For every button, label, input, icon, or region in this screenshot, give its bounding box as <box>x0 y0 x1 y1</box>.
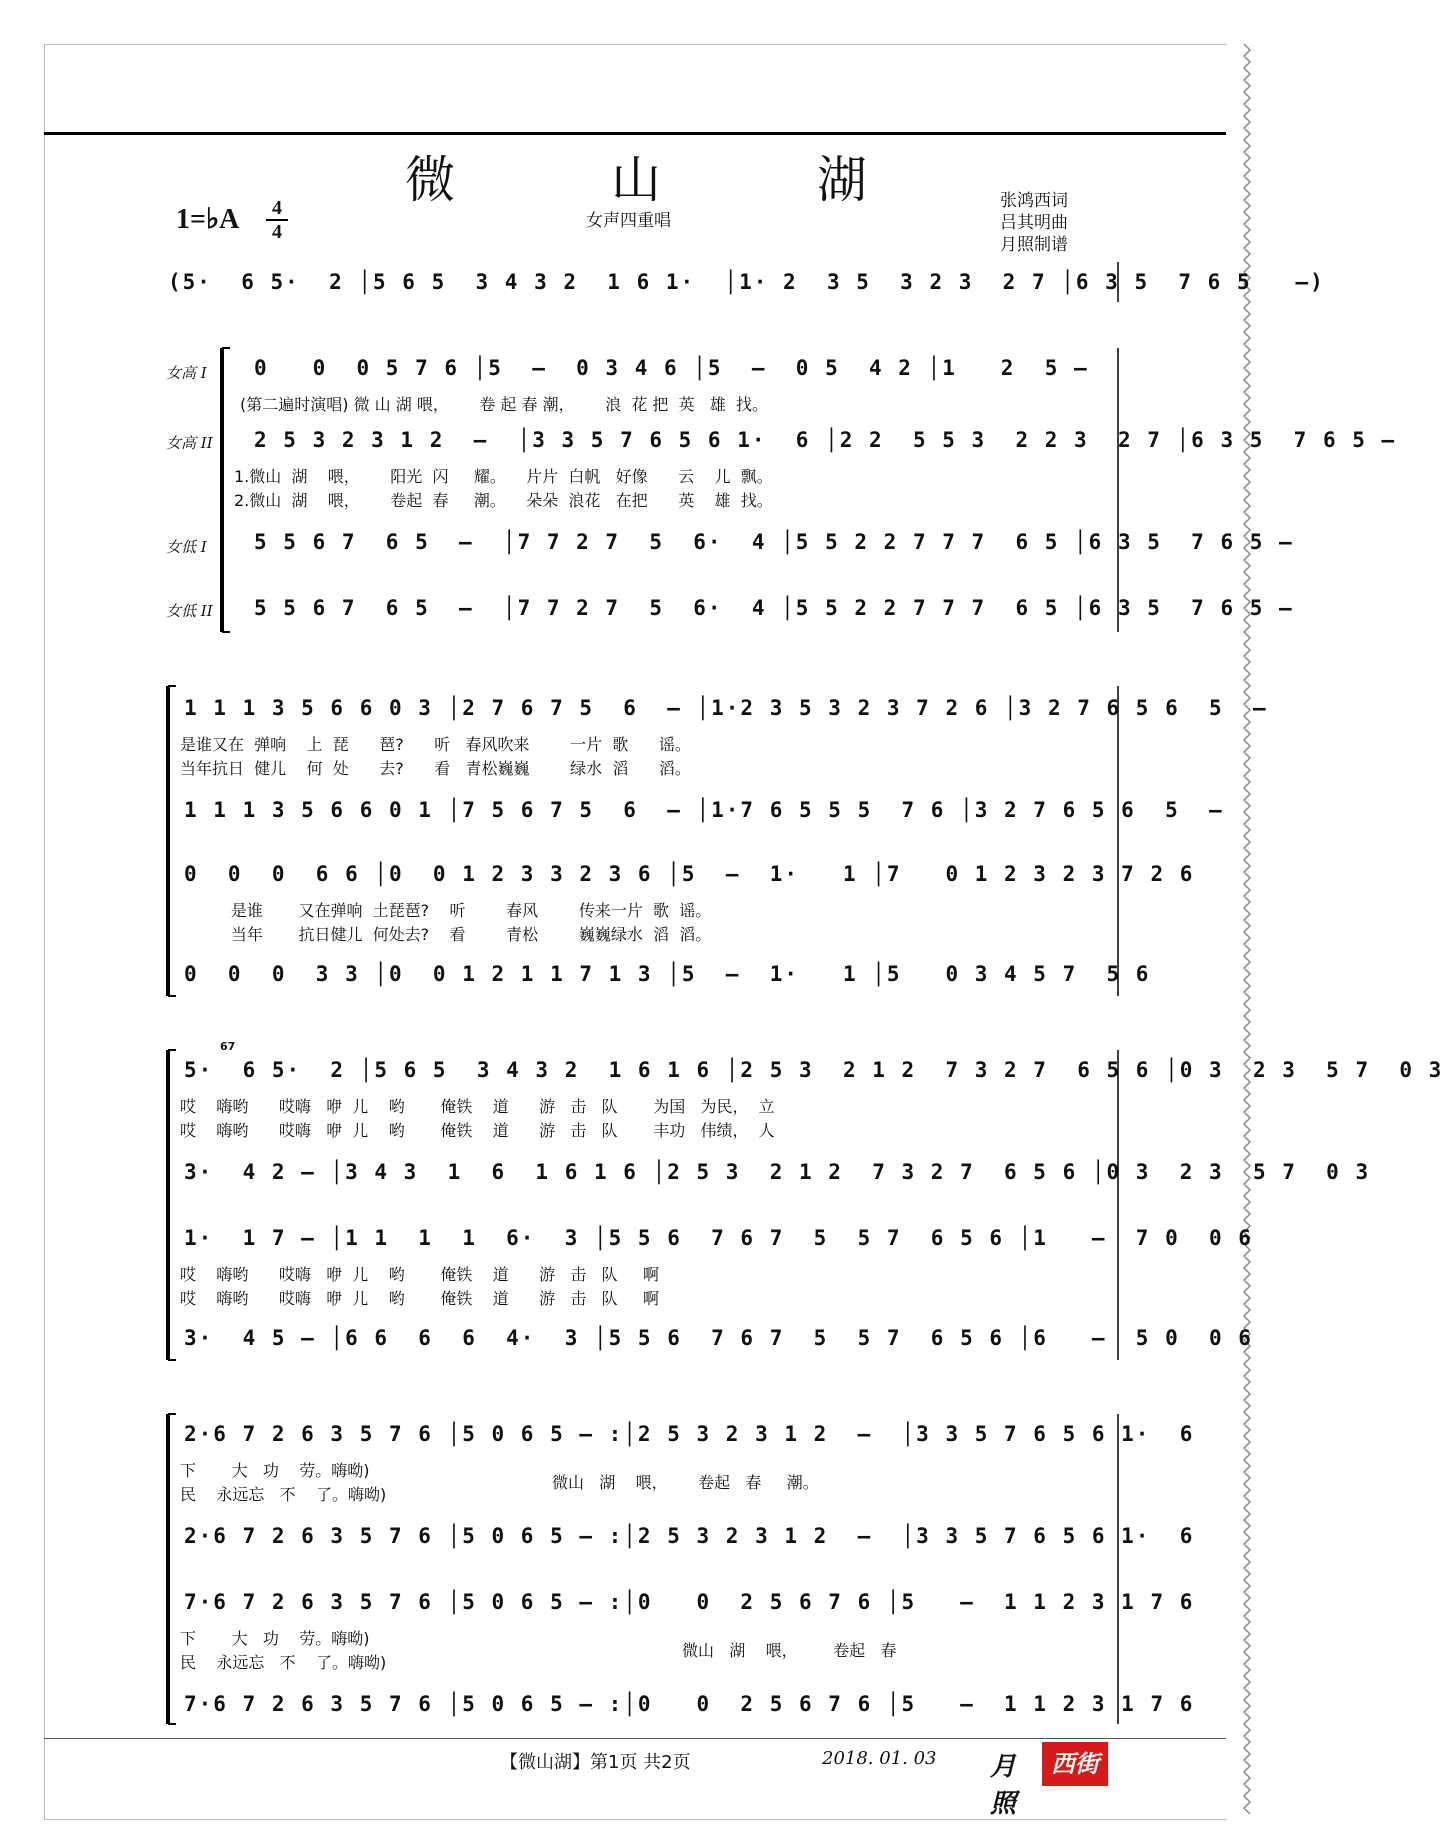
s3-alto-lyric2: 哎 嗨哟 哎嗨 咿 儿 哟 俺铁 道 游 击 队 啊 <box>180 1289 660 1308</box>
time-signature-top: 4 <box>272 197 282 219</box>
intro-line: (5· 6 5· 2 │5 6 5 3 4 3 2 1 6 1· │1· 2 3 5 3 2 3 2 7 │6 3 5 7 6 5 –) <box>168 270 1325 294</box>
s1-soprano1-lyric: (第二遍时演唱) 微 山 湖 喂， 卷 起 春 潮， 浪 花 把 英 雄 找。 <box>240 395 768 414</box>
credit-lyricist: 张鸿西词 <box>1000 191 1068 211</box>
credit-composer: 吕其明曲 <box>1000 213 1068 233</box>
s3-alto-lyric1: 哎 嗨哟 哎嗨 咿 儿 哟 俺铁 道 游 击 队 啊 <box>180 1265 660 1284</box>
subtitle: 女声四重唱 <box>586 211 671 231</box>
key-signature: 1=♭A <box>176 204 240 235</box>
song-title: 微 山 湖 <box>405 151 937 209</box>
s2-alto-lyric2: 当年 抗日健儿 何处去? 看 青松 巍巍绿水 滔 滔。 <box>180 925 712 944</box>
s2-alto-lyric1: 是谁 又在弹响 土琵琶? 听 春风 传来一片 歌 谣。 <box>180 901 712 920</box>
s4-alto-lyric1: 下 大 功 劳。嗨呦) <box>180 1629 370 1648</box>
s1-alto2-notes: 5 5 6 7 6 5 – │7 7 2 7 5 6· 4 │5 5 2 2 7 7 7 6 5 │6 3 5 7 6 5 – <box>254 596 1294 620</box>
s1-alto1-notes: 5 5 6 7 6 5 – │7 7 2 7 5 6· 4 │5 5 2 2 7 7 7 6 5 │6 3 5 7 6 5 – <box>254 530 1294 554</box>
s2-soprano2-notes: 1 1 1 3 5 6 6 0 1 │7 5 6 7 5 6 – │1·7 6 5 5 5 7 6 │3 2 7 6 5 6 5 – <box>184 798 1224 822</box>
s1-soprano1-notes: 0 0 0 5 7 6 │5 – 0 3 4 6 │5 – 0 5 4 2 │1 2 5 – <box>254 356 1089 380</box>
s1-soprano2-notes: 2 5 3 2 3 1 2 – │3 3 5 7 6 5 6 1· 6 │2 2 5 5 3 2 2 3 2 7 │6 3 5 7 6 5 – <box>254 428 1397 452</box>
s4-soprano-lyric3: 微山 湖 喂， 卷起 春 潮。 <box>552 1473 819 1492</box>
brand-logo: 月照 西街 <box>990 1742 1110 1786</box>
s4-alto-lyric3: 微山 湖 喂， 卷起 春 <box>682 1641 897 1660</box>
s3-soprano-lyric1: 哎 嗨哟 哎嗨 咿 儿 哟 俺铁 道 游 击 队 为国 为民， 立 <box>180 1097 775 1116</box>
s4-alto-lyric2: 民 永远忘 不 了。嗨呦) <box>180 1653 387 1672</box>
s3-soprano2-notes: 3· 4 2 – │3 4 3 1 6 1 6 1 6 │2 5 3 2 1 2 7 3 2 7 6 5 6 │0 3 2 3 5 7 0 3 <box>184 1160 1371 1184</box>
s3-soprano1-notes: 5· 6 5· 2 │5 6 5 3 4 3 2 1 6 1 6 │2 5 3 2 1 2 7 3 2 7 6 5 6 │0 3 2 3 5 7 0 3 <box>184 1058 1443 1082</box>
voice-label-alto1: 女低 I <box>166 538 207 556</box>
s1-soprano2-lyric1: 1.微山 湖 喂， 阳光 闪 耀。 片片 白帆 好像 云 儿 飘。 <box>234 467 773 486</box>
s2-alto1-notes: 0 0 0 6 6 │0 0 1 2 3 3 2 3 6 │5 – 1· 1 │7 0 1 2 3 2 3 7 2 6 <box>184 862 1195 886</box>
s4-soprano1-notes: 2·6 7 2 6 3 5 7 6 │5 0 6 5 – :│2 5 3 2 3 1 2 – │3 3 5 7 6 5 6 1· 6 <box>184 1422 1195 1446</box>
s2-soprano-lyric2: 当年抗日 健儿 何 处 去? 看 青松巍巍 绿水 滔 滔。 <box>180 759 691 778</box>
s4-soprano2-notes: 2·6 7 2 6 3 5 7 6 │5 0 6 5 – :│2 5 3 2 3 1 2 – │3 3 5 7 6 5 6 1· 6 <box>184 1524 1195 1548</box>
grace-note: 67 <box>220 1040 236 1053</box>
s2-alto2-notes: 0 0 0 3 3 │0 0 1 2 1 1 7 1 3 │5 – 1· 1 │5 0 3 4 5 7 5 6 <box>184 962 1151 986</box>
s4-soprano-lyric1: 下 大 功 劳。嗨呦) <box>180 1461 370 1480</box>
s4-alto2-notes: 7·6 7 2 6 3 5 7 6 │5 0 6 5 – :│0 0 2 5 6 7 6 │5 – 1 1 2 3 1 7 6 <box>184 1692 1195 1716</box>
voice-label-soprano1: 女高 I <box>166 364 207 382</box>
time-signature-bottom: 4 <box>272 221 282 243</box>
credit-arranger: 月照制谱 <box>1000 235 1068 255</box>
s3-alto2-notes: 3· 4 5 – │6 6 6 6 4· 3 │5 5 6 7 6 7 5 5 7 6 5 6 │6 – 5 0 0 6 <box>184 1326 1253 1350</box>
voice-label-alto2: 女低 II <box>166 602 213 620</box>
voice-label-soprano2: 女高 II <box>166 434 213 452</box>
s2-soprano-lyric1: 是谁又在 弹响 上 琵 琶? 听 春风吹来 一片 歌 谣。 <box>180 735 691 754</box>
score-date: 2018. 01. 03 <box>822 1748 937 1769</box>
s2-soprano1-notes: 1 1 1 3 5 6 6 0 3 │2 7 6 7 5 6 – │1·2 3 5 3 2 3 7 2 6 │3 2 7 6 5 6 5 – <box>184 696 1268 720</box>
s3-soprano-lyric2: 哎 嗨哟 哎嗨 咿 儿 哟 俺铁 道 游 击 队 丰功 伟绩， 人 <box>180 1121 775 1140</box>
s1-soprano2-lyric2: 2.微山 湖 喂， 卷起 春 潮。 朵朵 浪花 在把 英 雄 找。 <box>234 491 773 510</box>
page-info: 【微山湖】第1页 共2页 <box>500 1752 691 1773</box>
footer-rule <box>44 1738 1226 1739</box>
s3-alto1-notes: 1· 1 7 – │1 1 1 1 6· 3 │5 5 6 7 6 7 5 5 7 6 5 6 │1 – 7 0 0 6 <box>184 1226 1253 1250</box>
s4-alto1-notes: 7·6 7 2 6 3 5 7 6 │5 0 6 5 – :│0 0 2 5 6 7 6 │5 – 1 1 2 3 1 7 6 <box>184 1590 1195 1614</box>
s4-soprano-lyric2: 民 永远忘 不 了。嗨呦) <box>180 1485 387 1504</box>
